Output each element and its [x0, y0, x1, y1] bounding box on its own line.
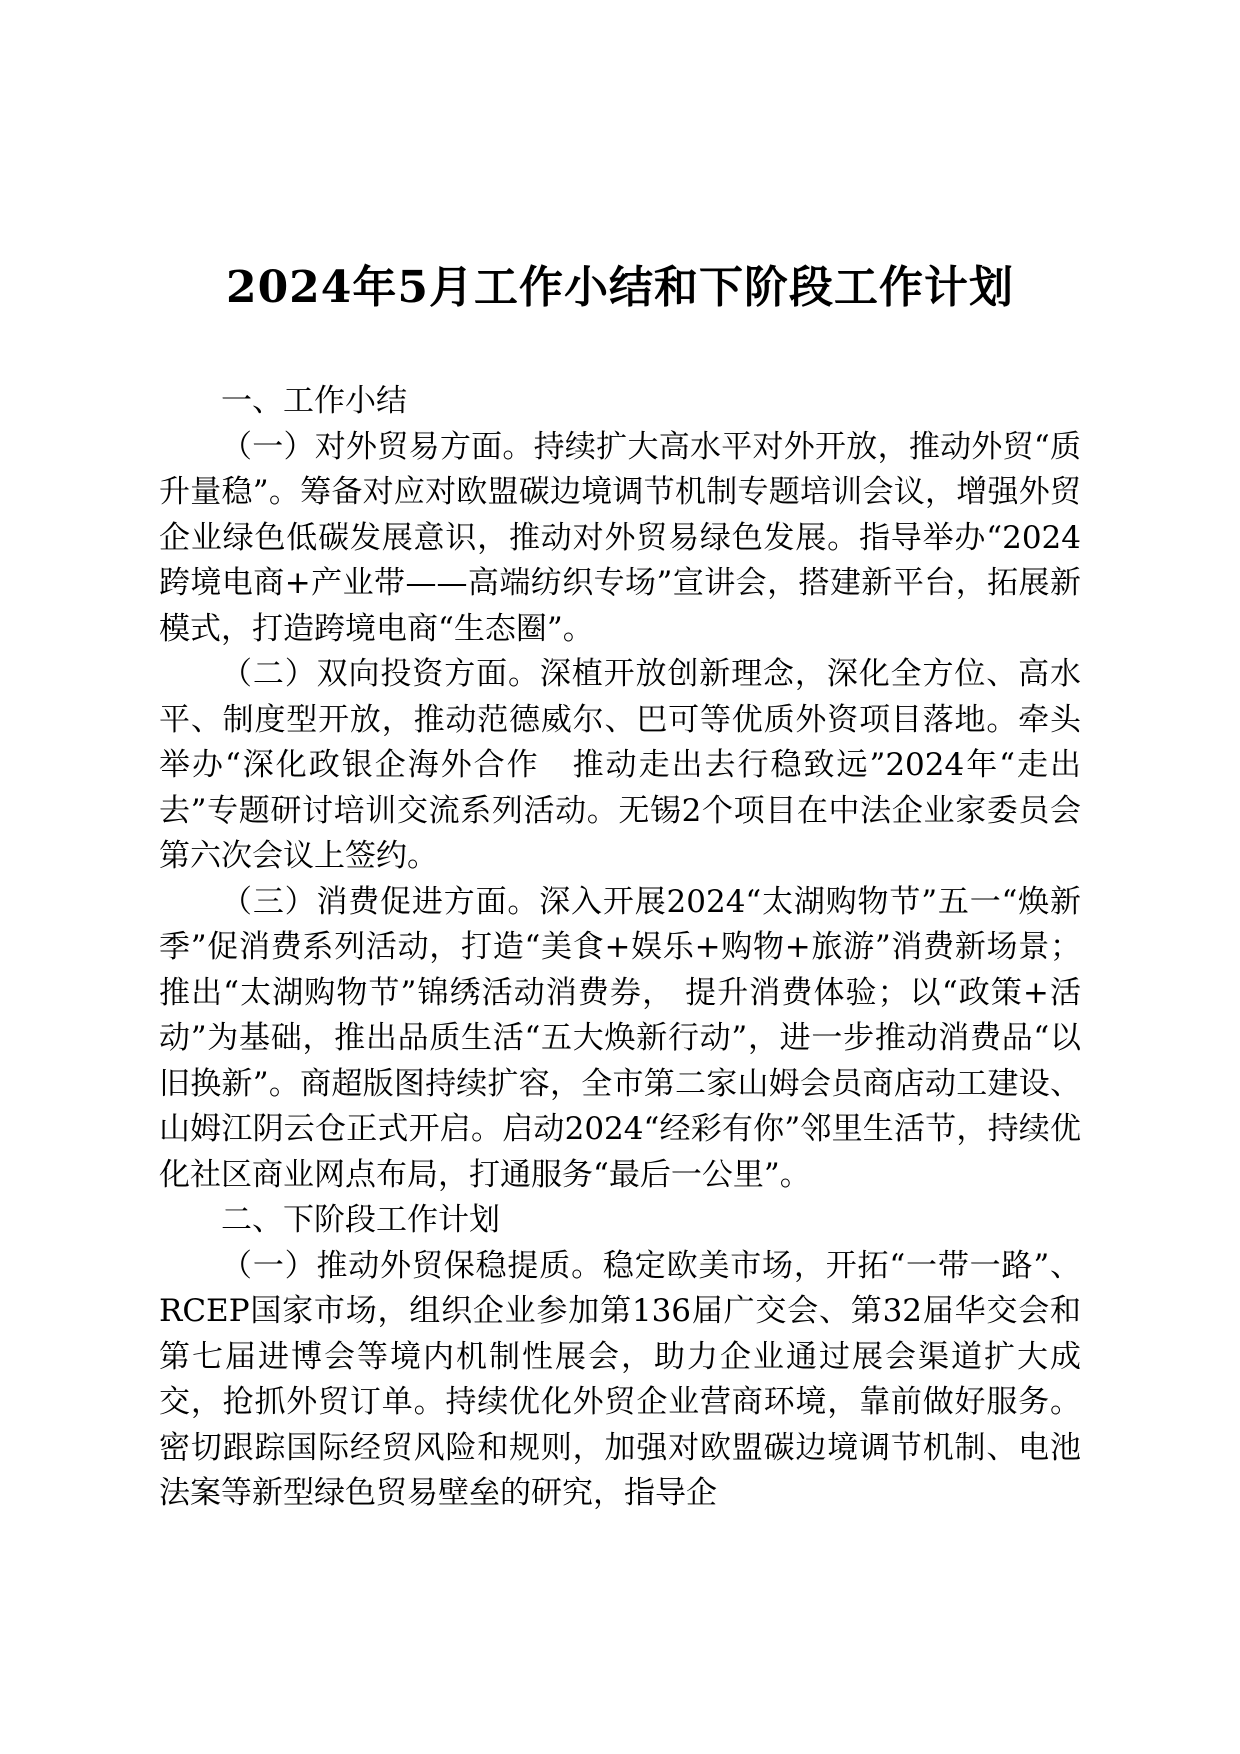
paragraph-lead: （二）双向投资方面。 [221, 656, 540, 692]
paragraph-lead: （三）消费促进方面。 [221, 883, 540, 920]
paragraph-foreign-trade [159, 425, 1081, 653]
paragraph-body: 持续扩大高水平对外开放，推动外贸“质升量稳”。筹备对应对欧盟碳边境调节机制专题培训会议，增强外贸企业绿色低碳发展意识，推动对外贸易绿色发展。指导举办“2024跨境电商+产业带——高端纺织专场”宣讲会，搭建新平台，拓展新模式，打造跨境电商“生态圈”。 [159, 428, 1081, 647]
paragraph-lead: （一）推动外贸保稳提质。 [221, 1247, 603, 1284]
paragraph-two-way-investment [159, 652, 1081, 880]
document-title: 2024年5月工作小结和下阶段工作计划 [225, 262, 1015, 313]
section-heading-work-summary: 一、工作小结 [221, 383, 407, 419]
paragraph-lead: （一）对外贸易方面。 [221, 428, 534, 465]
document-body [159, 379, 1081, 1517]
section-heading-next-plan: 二、下阶段工作计划 [221, 1202, 500, 1238]
paragraph-consumption-promotion [159, 880, 1081, 1199]
paragraph-body: 深植开放创新理念，深化全方位、高水平、制度型开放，推动范德威尔、巴可等优质外资项目落地。牵头举办“深化政银企海外合作 推动走出去行稳致远”2024年“走出去”专题研讨培训交流系列活动。无锡2个项目在中法企业家委员会第六次会议上签约。 [159, 656, 1082, 874]
paragraph-stabilize-trade [159, 1244, 1081, 1517]
paragraph-body: 稳定欧美市场，开拓“一带一路”、RCEP国家市场，组织企业参加第136届广交会、第32届华交会和第七届进博会等境内机制性展会，助力企业通过展会渠道扩大成交，抢抓外贸订单。持续优化外贸企业营商环境，靠前做好服务。密切跟踪国际经贸风险和规则，加强对欧盟碳边境调节机制、电池法案等新型绿色贸易壁垒的研究，指导企 [159, 1247, 1082, 1511]
paragraph-body: 深入开展2024“太湖购物节”五一“焕新季”促消费系列活动，打造“美食+娱乐+购物+旅游”消费新场景；推出“太湖购物节”锦绣活动消费券， 提升消费体验；以“政策+活动”为基础，推出品质生活“五大焕新行动”，进一步推动消费品“以旧换新”。商超版图持续扩容，全市第二家山姆会员商店动工建设、山姆江阴云仓正式开启。启动2024“经彩有你”邻里生活节，持续优化社区商业网点布局，打通服务“最后一公里”。 [159, 883, 1082, 1193]
